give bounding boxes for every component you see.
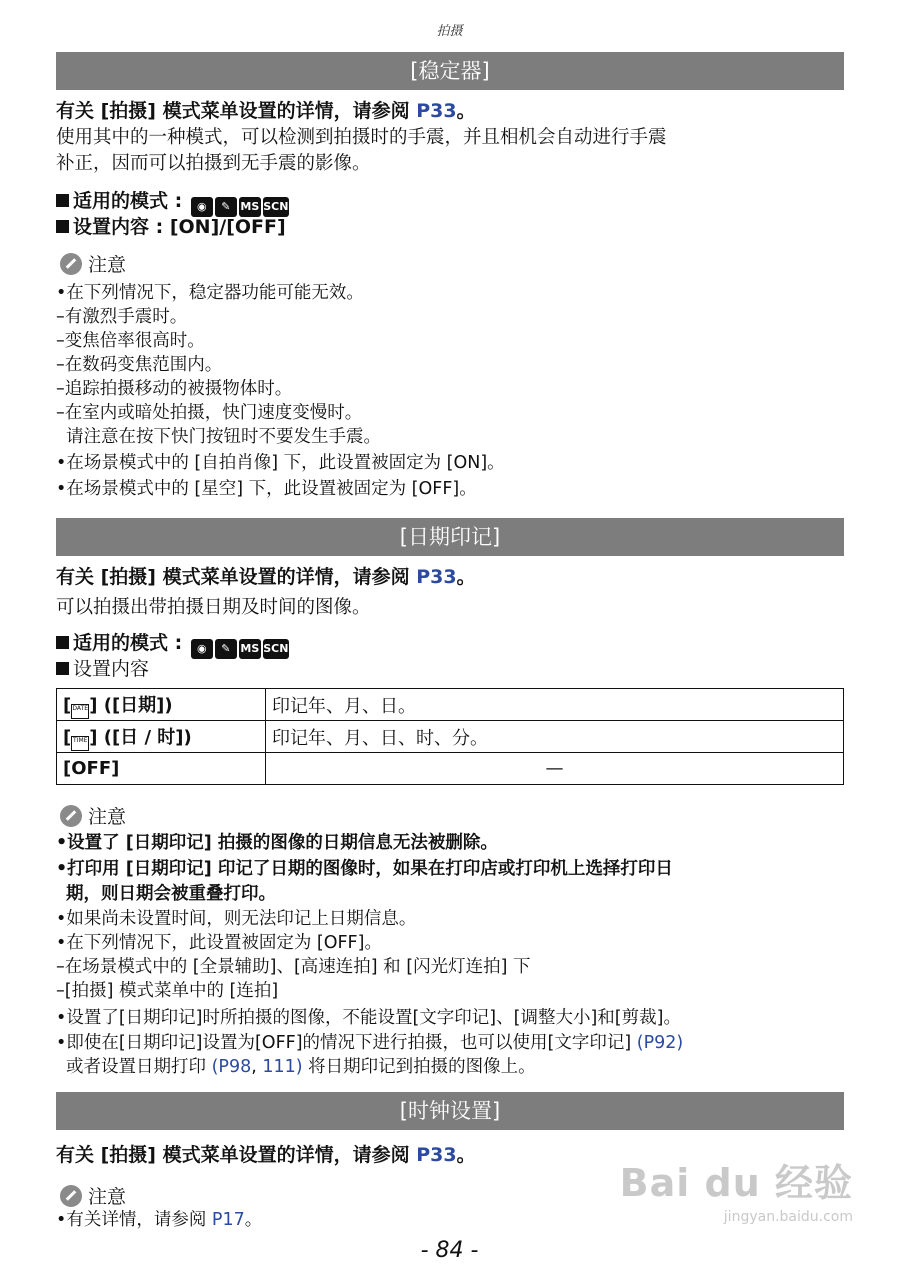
- p98-link[interactable]: (P98: [211, 1057, 252, 1077]
- creative-mode-icon: ✎: [215, 639, 237, 659]
- stabilizer-desc-2: 补正，因而可以拍摄到无手震的影像。: [56, 153, 371, 174]
- p111-link[interactable]: 111): [262, 1057, 303, 1077]
- note-title: 注意: [88, 254, 127, 276]
- section-title-stabilizer: [稳定器]: [56, 52, 844, 90]
- ref-end: 。: [456, 1144, 476, 1166]
- date-stamp-settings: [56, 654, 149, 681]
- watermark-brand: Bai du 经验: [619, 1161, 853, 1205]
- stabilizer-ref: [56, 96, 476, 123]
- stabilizer-settings: [56, 212, 286, 239]
- note-line: 请注意在按下快门按钮时不要发生手震。: [66, 427, 381, 447]
- ref-text: 有关 [拍摄] 模式菜单设置的详情，请参阅: [56, 566, 417, 588]
- note-line: •设置了 [日期印记] 拍摄的图像的日期信息无法被删除。: [56, 833, 498, 853]
- scn-mode-icon: SCN: [263, 197, 289, 217]
- date-stamp-desc: 可以拍摄出带拍摄日期及时间的图像。: [56, 597, 371, 618]
- date-stamp-ref: [56, 562, 476, 589]
- note-line: –追踪拍摄移动的被摄物体时。: [56, 379, 293, 399]
- note-line: –有激烈手震时。: [56, 307, 188, 327]
- p33-link[interactable]: P33: [416, 566, 457, 588]
- note-line: •打印用 [日期印记] 印记了日期的图像时，如果在打印店或打印机上选择打印日: [56, 859, 673, 879]
- note-line: •在场景模式中的 [星空] 下，此设置被固定为 [OFF]。: [56, 479, 477, 499]
- modes-label: 适用的模式 :: [73, 190, 183, 212]
- ms-mode-icon: MS: [239, 639, 261, 659]
- note-text: 。: [244, 1210, 263, 1230]
- table-row: [57, 721, 844, 753]
- page-number: - 84 -: [420, 1238, 479, 1263]
- note-text: •即使在[日期印记]设置为[OFF]的情况下进行拍摄，也可以使用[文字印记]: [56, 1033, 637, 1053]
- creative-mode-icon: ✎: [215, 197, 237, 217]
- ref-end: 。: [456, 100, 476, 122]
- date-stamp-settings-table: [56, 688, 844, 785]
- pencil-note-icon: [60, 253, 82, 275]
- note-text: ,: [251, 1057, 263, 1077]
- table-cell-description: —: [266, 753, 844, 785]
- note-line: •设置了[日期印记]时所拍摄的图像，不能设置[文字印记]、[调整大小]和[剪裁]。: [56, 1008, 681, 1028]
- note-line: –在室内或暗处拍摄，快门速度变慢时。: [56, 403, 363, 423]
- section-title-clock: [时钟设置]: [56, 1092, 844, 1130]
- note-text: •有关详情，请参阅: [56, 1210, 212, 1230]
- table-cell-option: [DATE] ([日期]): [57, 689, 266, 721]
- square-bullet-icon: [56, 636, 69, 649]
- running-header: 拍摄: [436, 24, 463, 39]
- pencil-note-icon: [60, 805, 82, 827]
- note-line: [56, 1208, 262, 1232]
- ref-text: 有关 [拍摄] 模式菜单设置的详情，请参阅: [56, 100, 417, 122]
- ref-text: 有关 [拍摄] 模式菜单设置的详情，请参阅: [56, 1144, 417, 1166]
- note-text: 将日期印记到拍摄的图像上。: [302, 1057, 536, 1077]
- note-line: –在数码变焦范围内。: [56, 355, 223, 375]
- pencil-note-icon: [60, 1185, 82, 1207]
- note-line: –在场景模式中的 [全景辅助]、[高速连拍] 和 [闪光灯连拍] 下: [56, 957, 531, 977]
- note-title: 注意: [88, 1186, 127, 1208]
- settings-label: 设置内容 : [ON]/[OFF]: [73, 216, 286, 238]
- watermark: [620, 1152, 853, 1225]
- settings-label: 设置内容: [73, 658, 150, 680]
- note-line: [56, 1031, 683, 1055]
- table-cell-option: [OFF]: [57, 753, 266, 785]
- clock-note-heading: [60, 1182, 126, 1209]
- option-label: ] ([日期]): [89, 694, 173, 716]
- note-line: 期，则日期会被重叠打印。: [66, 884, 276, 904]
- date-stamp-icon: DATE: [71, 704, 89, 719]
- square-bullet-icon: [56, 220, 69, 233]
- table-cell-option: [ TIME] ([日 / 时]): [57, 721, 266, 753]
- p92-link[interactable]: (P92): [636, 1033, 684, 1053]
- note-title: 注意: [88, 806, 127, 828]
- p33-link[interactable]: P33: [416, 100, 457, 122]
- ms-mode-icon: MS: [239, 197, 261, 217]
- note-line: •在场景模式中的 [自拍肖像] 下，此设置被固定为 [ON]。: [56, 453, 505, 473]
- table-cell-description: 印记年、月、日。: [266, 689, 844, 721]
- note-line: •在下列情况下，此设置被固定为 [OFF]。: [56, 933, 382, 953]
- date-stamp-note-heading: [60, 802, 126, 829]
- note-line: •如果尚未设置时间，则无法印记上日期信息。: [56, 909, 417, 929]
- square-bullet-icon: [56, 662, 69, 675]
- p17-link[interactable]: P17: [211, 1210, 245, 1230]
- table-cell-description: 印记年、月、日、时、分。: [266, 721, 844, 753]
- note-line: –[拍摄] 模式菜单中的 [连拍]: [56, 981, 279, 1001]
- time-stamp-icon: TIME: [71, 736, 89, 751]
- square-bullet-icon: [56, 194, 69, 207]
- section-title-date-stamp: [日期印记]: [56, 518, 844, 556]
- clock-ref: [56, 1140, 476, 1167]
- camera-mode-icon: ◉: [191, 639, 213, 659]
- table-row: [57, 753, 844, 785]
- watermark-url: jingyan.baidu.com: [723, 1209, 853, 1225]
- camera-mode-icon: ◉: [191, 197, 213, 217]
- stabilizer-note-heading: [60, 250, 126, 277]
- note-line: •在下列情况下，稳定器功能可能无效。: [56, 283, 364, 303]
- ref-end: 。: [456, 566, 476, 588]
- stabilizer-desc-1: 使用其中的一种模式，可以检测到拍摄时的手震，并且相机会自动进行手震: [56, 127, 667, 148]
- scn-mode-icon: SCN: [263, 639, 289, 659]
- table-row: [57, 689, 844, 721]
- p33-link[interactable]: P33: [416, 1144, 457, 1166]
- note-line: [66, 1055, 536, 1079]
- option-label: ] ([日 / 时]): [89, 726, 192, 748]
- note-text: 或者设置日期打印: [66, 1057, 212, 1077]
- note-line: –变焦倍率很高时。: [56, 331, 205, 351]
- modes-label: 适用的模式 :: [73, 632, 183, 654]
